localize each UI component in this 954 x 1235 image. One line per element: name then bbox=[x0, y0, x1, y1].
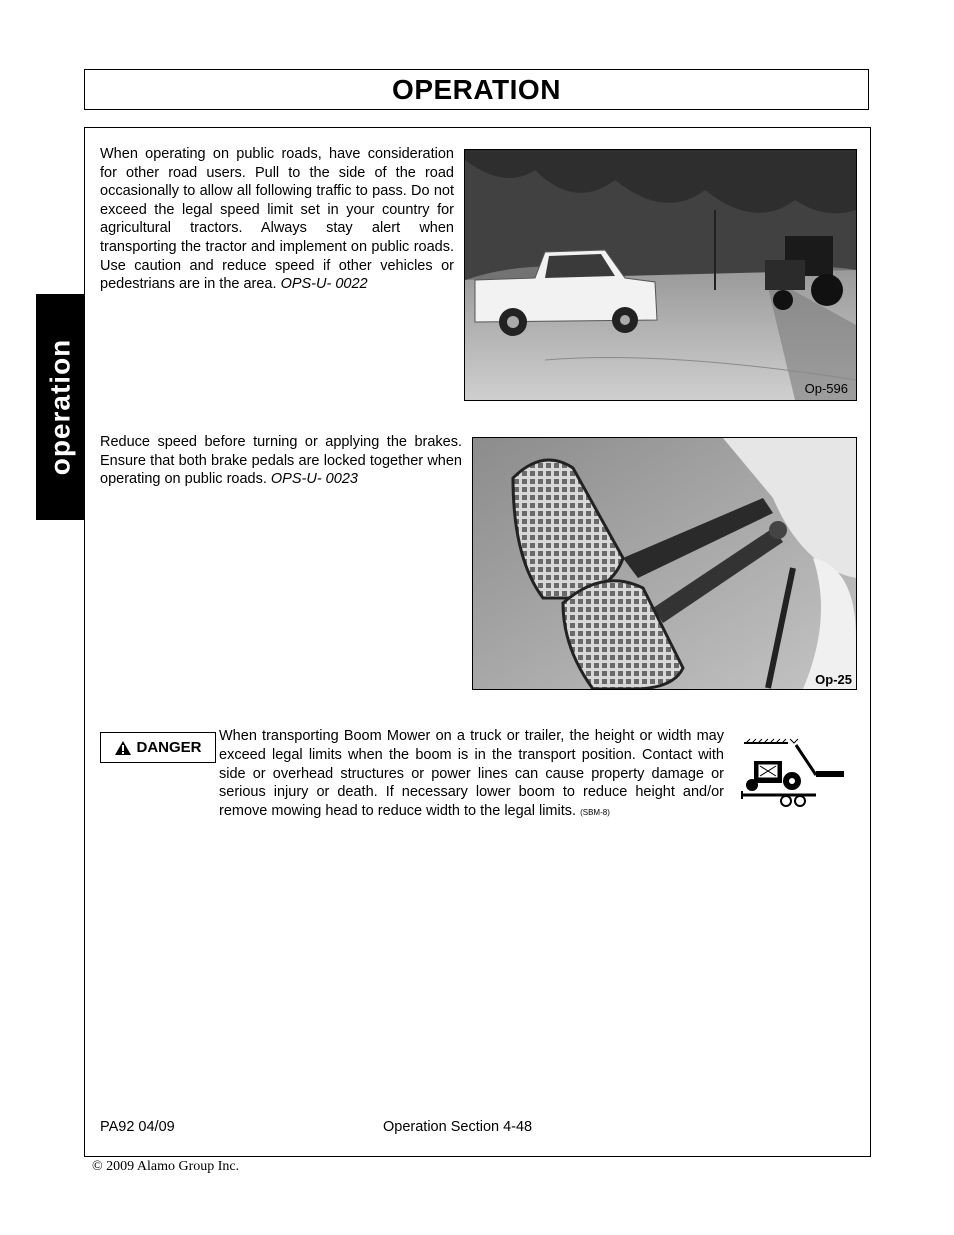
boom-mower-transport-icon bbox=[740, 735, 846, 809]
brake-photo-label: Op-25 bbox=[815, 672, 852, 687]
road-photo-label: Op-596 bbox=[804, 381, 848, 396]
copyright: © 2009 Alamo Group Inc. bbox=[92, 1159, 240, 1174]
side-tab bbox=[36, 294, 85, 520]
footer-section: Operation Section 4-48 bbox=[383, 1119, 533, 1135]
brake-code: OPS-U- 0023 bbox=[270, 471, 358, 488]
road-safety-paragraph bbox=[100, 145, 454, 294]
brake-text: Reduce speed before turning or applying the brakes. Ensure that both brake pedals are locked together when operating on public roads. bbox=[100, 434, 462, 488]
brake-pedals-image bbox=[473, 438, 856, 689]
road-transport-image bbox=[465, 150, 856, 400]
warning-triangle-icon bbox=[114, 740, 132, 756]
page-title: OPERATION bbox=[392, 73, 561, 105]
footer-model: PA92 04/09 bbox=[100, 1119, 175, 1135]
danger-label: DANGER bbox=[136, 739, 202, 756]
road-safety-text: When operating on public roads, have consideration for other road users. Pull to the side of the road occasionally to allow all following traffic to pass. Do not exceed the legal speed limit set in your country for agricultural tractors. Always stay alert when transporting the tractor and implement on public roads. Use caution and reduce speed if other vehicles or pedestrians are in the area. bbox=[100, 146, 454, 293]
page-header bbox=[84, 69, 869, 110]
road-safety-code: OPS-U- 0022 bbox=[280, 276, 368, 293]
side-tab-label: operation bbox=[44, 338, 76, 476]
road-transport-photo bbox=[464, 149, 857, 401]
danger-paragraph bbox=[219, 727, 724, 823]
danger-body: When transporting Boom Mower on a truck or trailer, the height or width may exceed legal limits when the boom is in the transport position. Contact with side or overhead structures or power lines can cause property damage or serious injury or death. If necessary lower boom to reduce height and/or remove mowing head to reduce width to the legal limits. bbox=[219, 728, 724, 820]
brake-pedals-photo bbox=[472, 437, 857, 690]
brake-paragraph bbox=[100, 433, 462, 489]
danger-badge bbox=[100, 732, 216, 763]
danger-code: (SBM-8) bbox=[580, 808, 610, 818]
